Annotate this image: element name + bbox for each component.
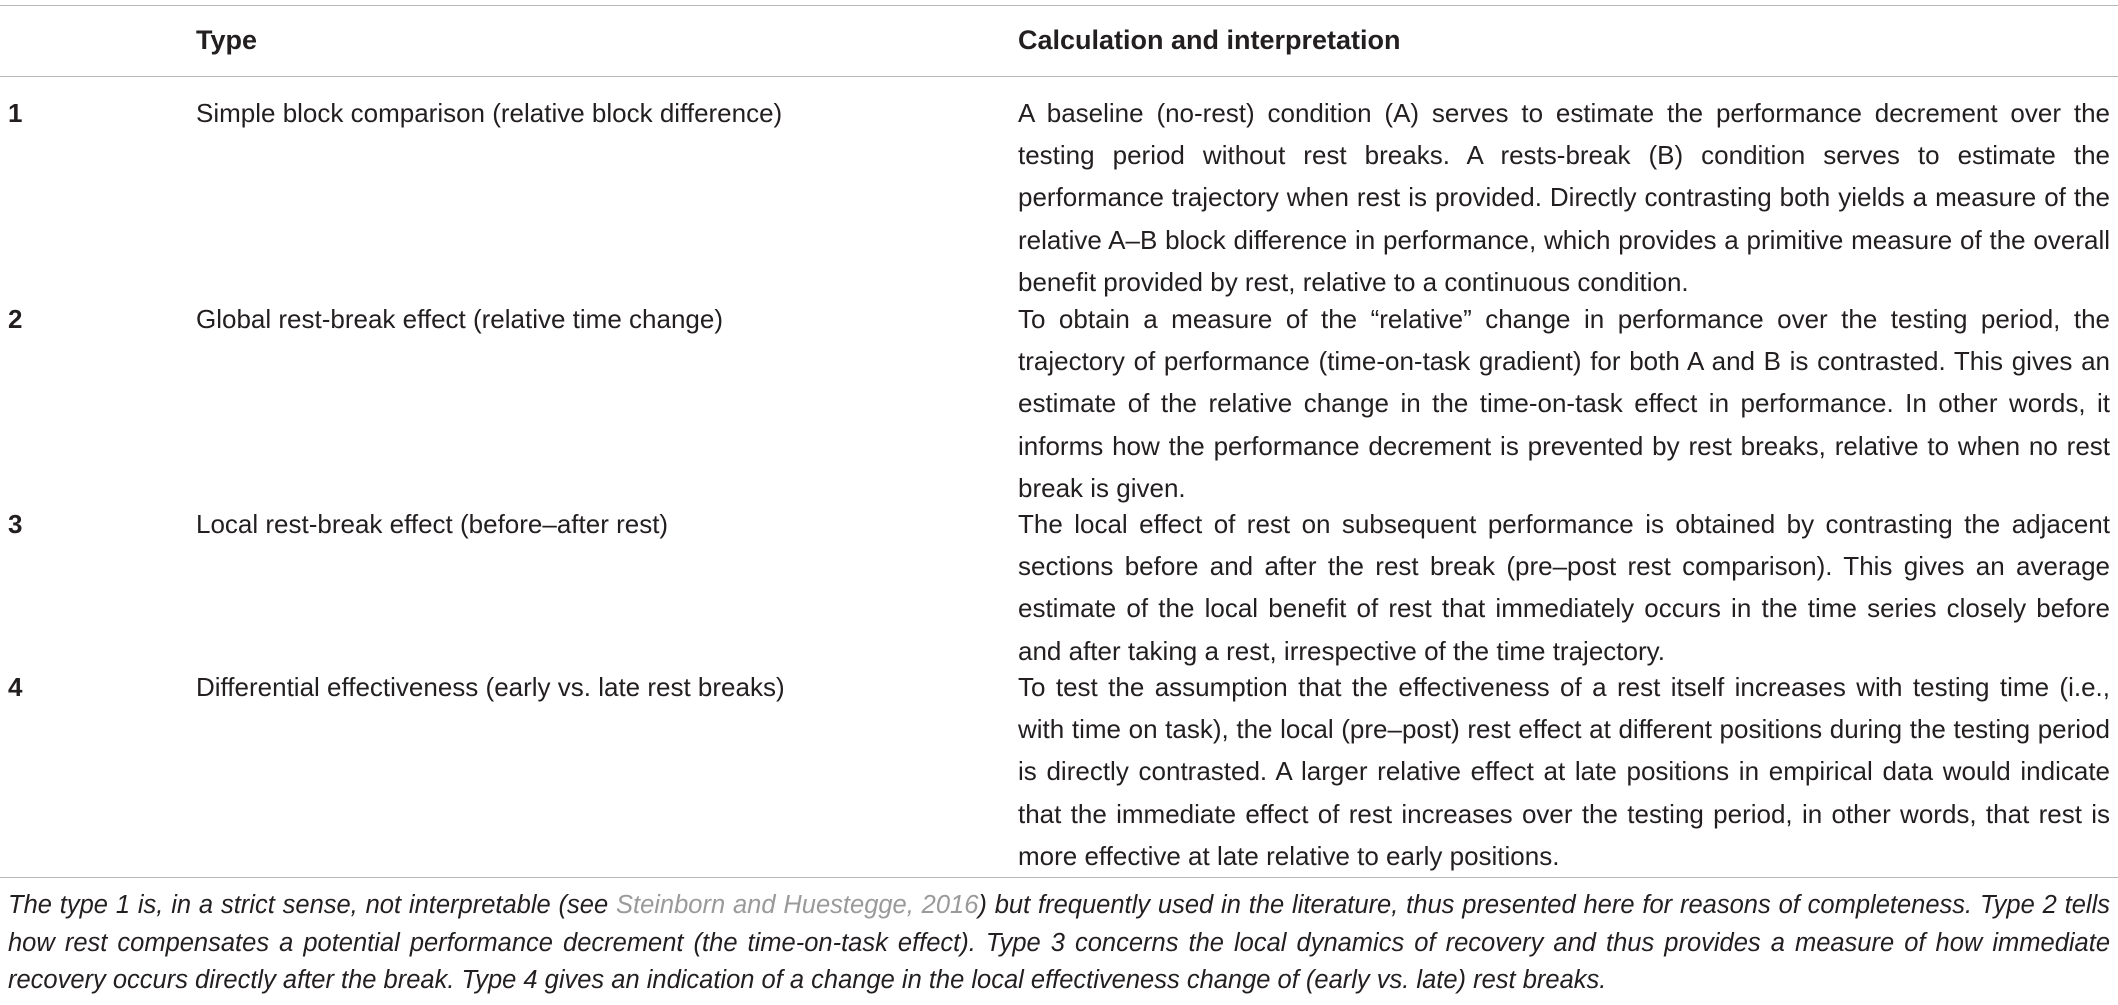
row-type: Differential effectiveness (early vs. late rest breaks) <box>196 672 785 702</box>
row-description: To obtain a measure of the “relative” change in performance over the testing period, the trajectory of performance (time-on-task gradient) for both A and B is contrasted. This gives an estimate of the relative change in the time-on-task effect in performance. In other words, it informs how the performance decrement is prevented by rest breaks, relative to when no rest break is given. <box>1018 304 2110 503</box>
row-number: 1 <box>8 98 23 128</box>
row-description: The local effect of rest on subsequent performance is obtained by contrasting the adjacent sections before and after the rest break (pre–post rest comparison). This gives an average estimate of the local benefit of rest that immediately occurs in the time series closely before and after taking a rest, irrespective of the time trajectory. <box>1018 509 2110 666</box>
footnote-text-end: ) but frequently used in the literature, thus presented here for reasons of completeness. Type 2 tells how rest compensates a potential performance decrement (the time-on-task effect). Type 3 concerns the local dynamics of recovery and thus provides a measure of how immediate recovery occurs directly after the break. Type 4 gives an indication of a change in the local effectiveness change of (early vs. late) rest breaks. <box>8 891 2110 994</box>
header-type: Type <box>196 25 258 55</box>
row-type: Local rest-break effect (before–after rest) <box>196 509 669 539</box>
row-description: A baseline (no-rest) condition (A) serves to estimate the performance decrement over the testing period without rest breaks. A rests-break (B) condition serves to estimate the performance trajectory when rest is provided. Directly contrasting both yields a measure of the relative A–B block difference in performance, which provides a primitive measure of the overall benefit provided by rest, relative to a continuous condition. <box>1018 98 2110 297</box>
row-number: 3 <box>8 509 23 539</box>
table-top-rule <box>0 5 2118 6</box>
table-header-rule <box>0 76 2118 77</box>
row-type: Simple block comparison (relative block difference) <box>196 98 783 128</box>
row-description: To test the assumption that the effectiveness of a rest itself increases with testing time (i.e., with time on task), the local (pre–post) rest effect at different positions during the testing period is directly contrasted. A larger relative effect at late positions in empirical data would indicate that the immediate effect of rest increases over the testing period, in other words, that rest is more effective at late relative to early positions. <box>1018 672 2110 871</box>
row-number: 2 <box>8 304 23 334</box>
citation-link[interactable]: Steinborn and Huestegge, 2016 <box>615 891 979 919</box>
table-footnote <box>8 887 2110 1000</box>
header-calculation: Calculation and interpretation <box>1018 25 1401 55</box>
footnote-text-start: The type 1 is, in a strict sense, not interpretable (see <box>8 891 616 919</box>
row-number: 4 <box>8 672 23 702</box>
row-type: Global rest-break effect (relative time change) <box>196 304 723 334</box>
table-bottom-rule <box>0 877 2118 878</box>
